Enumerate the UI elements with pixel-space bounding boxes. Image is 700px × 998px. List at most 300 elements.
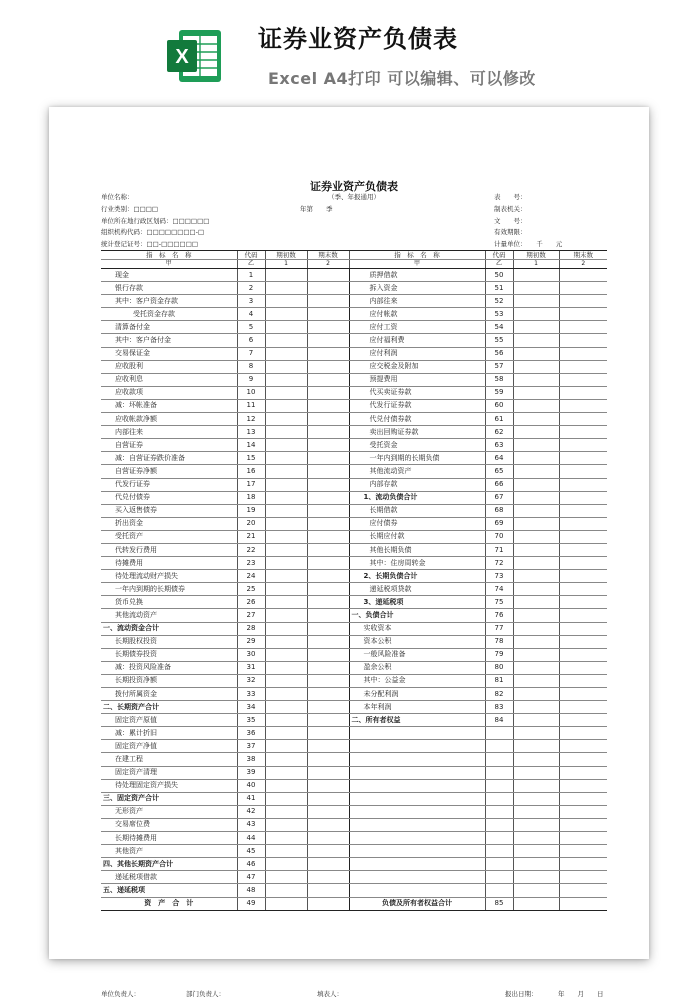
left-opening-cell (265, 609, 307, 622)
left-item-name: 应收款项 (101, 386, 237, 399)
table-row (101, 530, 607, 543)
left-opening-cell (265, 334, 307, 347)
left-item-name: 应收帐款净额 (101, 413, 237, 426)
left-closing-cell (307, 543, 349, 556)
right-closing-cell (559, 269, 607, 282)
table-row (101, 832, 607, 845)
table-row (101, 727, 607, 740)
meta-org-code: 组织机构代码：□□□□□□□□-□ (101, 228, 205, 236)
right-item-name (349, 805, 485, 818)
right-item-name: 代买卖证券款 (349, 386, 485, 399)
right-item-code: 80 (485, 661, 513, 674)
right-closing-cell (559, 439, 607, 452)
left-item-code: 7 (237, 347, 265, 360)
right-opening-cell (513, 439, 559, 452)
col-header: 期末数 (307, 251, 349, 260)
left-item-code: 36 (237, 727, 265, 740)
table-row (101, 321, 607, 334)
right-item-code: 71 (485, 543, 513, 556)
left-closing-cell (307, 688, 349, 701)
left-opening-cell (265, 386, 307, 399)
left-item-name: 减：自营证券跌价准备 (101, 452, 237, 465)
right-item-code: 65 (485, 465, 513, 478)
right-item-name: 质押借款 (349, 269, 485, 282)
left-closing-cell (307, 426, 349, 439)
left-opening-cell (265, 818, 307, 831)
left-item-code: 45 (237, 845, 265, 858)
table-row (101, 740, 607, 753)
right-closing-cell (559, 386, 607, 399)
table-row (101, 792, 607, 805)
left-item-name: 待处理流动财产损失 (101, 570, 237, 583)
right-item-name: 一、负债合计 (349, 609, 485, 622)
left-closing-cell (307, 452, 349, 465)
left-item-code: 33 (237, 688, 265, 701)
right-item-name: 2、长期负债合计 (349, 570, 485, 583)
table-row (101, 779, 607, 792)
right-closing-cell (559, 570, 607, 583)
left-closing-cell (307, 897, 349, 910)
left-opening-cell (265, 635, 307, 648)
left-closing-cell (307, 347, 349, 360)
left-closing-cell (307, 753, 349, 766)
right-item-name: 内部存款 (349, 478, 485, 491)
right-opening-cell (513, 373, 559, 386)
right-opening-cell (513, 753, 559, 766)
right-item-code: 72 (485, 557, 513, 570)
right-item-name (349, 779, 485, 792)
right-opening-cell (513, 897, 559, 910)
right-item-code: 50 (485, 269, 513, 282)
left-closing-cell (307, 635, 349, 648)
left-item-name: 固定资产净值 (101, 740, 237, 753)
left-item-code: 48 (237, 884, 265, 897)
right-closing-cell (559, 334, 607, 347)
right-closing-cell (559, 858, 607, 871)
right-item-name: 实收资本 (349, 622, 485, 635)
left-item-name: 代转发行费用 (101, 543, 237, 556)
left-opening-cell (265, 792, 307, 805)
right-closing-cell (559, 766, 607, 779)
right-item-code: 55 (485, 334, 513, 347)
left-item-name: 应收股利 (101, 360, 237, 373)
right-opening-cell (513, 557, 559, 570)
col-header: 期初数 (513, 251, 559, 260)
right-opening-cell (513, 321, 559, 334)
left-closing-cell (307, 740, 349, 753)
right-closing-cell (559, 321, 607, 334)
table-row (101, 465, 607, 478)
document-title: 证券业资产负债表 (310, 180, 398, 193)
left-item-code: 29 (237, 635, 265, 648)
left-item-name: 减：坏帐准备 (101, 399, 237, 412)
left-item-name: 三、固定资产合计 (101, 792, 237, 805)
right-opening-cell (513, 360, 559, 373)
table-row (101, 282, 607, 295)
right-item-name (349, 832, 485, 845)
left-opening-cell (265, 805, 307, 818)
right-opening-cell (513, 609, 559, 622)
left-item-code: 4 (237, 308, 265, 321)
right-item-code (485, 818, 513, 831)
right-item-code: 83 (485, 701, 513, 714)
left-opening-cell (265, 465, 307, 478)
table-row (101, 583, 607, 596)
page-header (0, 0, 700, 105)
right-item-code (485, 805, 513, 818)
right-closing-cell (559, 740, 607, 753)
right-item-code: 51 (485, 282, 513, 295)
meta-authority: 制表机关： (494, 205, 527, 213)
right-closing-cell (559, 373, 607, 386)
right-item-code (485, 727, 513, 740)
right-item-code: 67 (485, 491, 513, 504)
left-closing-cell (307, 766, 349, 779)
right-closing-cell (559, 530, 607, 543)
right-closing-cell (559, 661, 607, 674)
left-item-code: 16 (237, 465, 265, 478)
right-closing-cell (559, 426, 607, 439)
left-closing-cell (307, 557, 349, 570)
left-item-code: 2 (237, 282, 265, 295)
right-opening-cell (513, 661, 559, 674)
left-closing-cell (307, 517, 349, 530)
right-item-code: 73 (485, 570, 513, 583)
left-item-name: 递延税项借款 (101, 871, 237, 884)
right-opening-cell (513, 543, 559, 556)
left-item-name: 无形资产 (101, 805, 237, 818)
left-opening-cell (265, 766, 307, 779)
left-closing-cell (307, 282, 349, 295)
left-closing-cell (307, 570, 349, 583)
left-opening-cell (265, 596, 307, 609)
left-item-code: 17 (237, 478, 265, 491)
table-row (101, 478, 607, 491)
right-closing-cell (559, 504, 607, 517)
right-opening-cell (513, 805, 559, 818)
left-item-name: 自营证券 (101, 439, 237, 452)
right-item-name: 预提费用 (349, 373, 485, 386)
left-opening-cell (265, 622, 307, 635)
footer-report-date: 报出日期： (505, 990, 538, 998)
left-closing-cell (307, 504, 349, 517)
right-opening-cell (513, 269, 559, 282)
right-opening-cell (513, 478, 559, 491)
table-row (101, 426, 607, 439)
col-header: 期初数 (265, 251, 307, 260)
right-closing-cell (559, 622, 607, 635)
right-item-name (349, 871, 485, 884)
left-opening-cell (265, 674, 307, 687)
page-subtitle: Excel A4打印 可以编辑、可以修改 (268, 69, 536, 88)
right-opening-cell (513, 727, 559, 740)
table-row (101, 413, 607, 426)
table-row (101, 557, 607, 570)
table-row (101, 897, 607, 910)
right-closing-cell (559, 452, 607, 465)
right-closing-cell (559, 308, 607, 321)
left-item-name: 一年内到期的长期债券 (101, 583, 237, 596)
right-opening-cell (513, 766, 559, 779)
left-opening-cell (265, 426, 307, 439)
left-closing-cell (307, 871, 349, 884)
left-item-code: 8 (237, 360, 265, 373)
right-item-name: 其他流动资产 (349, 465, 485, 478)
right-item-name: 其中：住房周转金 (349, 557, 485, 570)
right-item-code: 60 (485, 399, 513, 412)
left-item-name: 内部往来 (101, 426, 237, 439)
left-opening-cell (265, 491, 307, 504)
left-closing-cell (307, 858, 349, 871)
left-opening-cell (265, 871, 307, 884)
table-row (101, 714, 607, 727)
right-item-name: 二、所有者权益 (349, 714, 485, 727)
right-opening-cell (513, 413, 559, 426)
right-opening-cell (513, 792, 559, 805)
footer-unit-head: 单位负责人： (101, 990, 140, 998)
document-note: （季、年报通用） (328, 193, 380, 201)
left-closing-cell (307, 308, 349, 321)
left-item-code: 38 (237, 753, 265, 766)
left-closing-cell (307, 295, 349, 308)
right-item-name: 应付帐款 (349, 308, 485, 321)
left-item-code: 25 (237, 583, 265, 596)
left-item-name: 受托资产 (101, 530, 237, 543)
right-opening-cell (513, 818, 559, 831)
right-opening-cell (513, 596, 559, 609)
right-opening-cell (513, 347, 559, 360)
left-item-name: 银行存款 (101, 282, 237, 295)
left-item-code: 28 (237, 622, 265, 635)
left-opening-cell (265, 452, 307, 465)
left-item-code: 15 (237, 452, 265, 465)
left-item-code: 3 (237, 295, 265, 308)
right-item-name: 代发行证券款 (349, 399, 485, 412)
svg-text:X: X (175, 46, 189, 68)
left-opening-cell (265, 753, 307, 766)
left-item-name: 货币兑换 (101, 596, 237, 609)
left-item-name: 长期待摊费用 (101, 832, 237, 845)
left-item-name: 一、流动资金合计 (101, 622, 237, 635)
right-item-code: 57 (485, 360, 513, 373)
right-item-name (349, 727, 485, 740)
right-item-code (485, 884, 513, 897)
left-closing-cell (307, 845, 349, 858)
table-row (101, 543, 607, 556)
left-item-name: 受托资金存款 (101, 308, 237, 321)
left-closing-cell (307, 583, 349, 596)
left-closing-cell (307, 818, 349, 831)
left-closing-cell (307, 269, 349, 282)
right-closing-cell (559, 805, 607, 818)
left-item-code: 22 (237, 543, 265, 556)
right-item-name: 内部往来 (349, 295, 485, 308)
right-opening-cell (513, 334, 559, 347)
left-closing-cell (307, 805, 349, 818)
left-item-code: 23 (237, 557, 265, 570)
right-closing-cell (559, 295, 607, 308)
right-opening-cell (513, 452, 559, 465)
right-item-code: 54 (485, 321, 513, 334)
right-item-name (349, 845, 485, 858)
right-closing-cell (559, 701, 607, 714)
right-closing-cell (559, 688, 607, 701)
right-closing-cell (559, 648, 607, 661)
col-subheader: 乙 (237, 260, 265, 269)
left-closing-cell (307, 465, 349, 478)
right-item-code: 61 (485, 413, 513, 426)
right-item-name (349, 884, 485, 897)
table-row (101, 635, 607, 648)
left-opening-cell (265, 884, 307, 897)
right-closing-cell (559, 714, 607, 727)
right-opening-cell (513, 308, 559, 321)
right-item-code: 74 (485, 583, 513, 596)
left-item-name: 折出资金 (101, 517, 237, 530)
left-closing-cell (307, 792, 349, 805)
right-opening-cell (513, 465, 559, 478)
right-item-code: 69 (485, 517, 513, 530)
right-closing-cell (559, 478, 607, 491)
right-item-name: 其中：公益金 (349, 674, 485, 687)
right-closing-cell (559, 609, 607, 622)
left-item-code: 43 (237, 818, 265, 831)
left-item-code: 42 (237, 805, 265, 818)
right-item-code: 70 (485, 530, 513, 543)
table-row (101, 399, 607, 412)
right-item-name (349, 766, 485, 779)
left-item-code: 19 (237, 504, 265, 517)
meta-unit-name: 单位名称： (101, 193, 134, 201)
right-item-name: 应交税金及附加 (349, 360, 485, 373)
table-row (101, 609, 607, 622)
right-closing-cell (559, 517, 607, 530)
excel-icon (165, 27, 223, 85)
meta-validity: 有效期限： (494, 228, 527, 236)
right-opening-cell (513, 504, 559, 517)
left-closing-cell (307, 373, 349, 386)
right-opening-cell (513, 871, 559, 884)
col-subheader: 乙 (485, 260, 513, 269)
left-item-name: 减：累计折旧 (101, 727, 237, 740)
left-item-code: 10 (237, 386, 265, 399)
right-opening-cell (513, 282, 559, 295)
left-closing-cell (307, 609, 349, 622)
left-item-code: 26 (237, 596, 265, 609)
right-item-code (485, 871, 513, 884)
right-closing-cell (559, 583, 607, 596)
table-row (101, 596, 607, 609)
table-row (101, 439, 607, 452)
right-item-name (349, 753, 485, 766)
left-item-name: 交易席位费 (101, 818, 237, 831)
left-item-name: 待摊费用 (101, 557, 237, 570)
left-item-code: 47 (237, 871, 265, 884)
left-closing-cell (307, 530, 349, 543)
right-item-code: 64 (485, 452, 513, 465)
left-item-name: 拨付所属资金 (101, 688, 237, 701)
right-item-name: 长期借款 (349, 504, 485, 517)
left-item-code: 6 (237, 334, 265, 347)
left-opening-cell (265, 845, 307, 858)
footer-preparer: 填表人： (317, 990, 343, 998)
right-opening-cell (513, 386, 559, 399)
table-row (101, 295, 607, 308)
meta-industry: 行业类别：□□□□ (101, 205, 159, 213)
right-closing-cell (559, 832, 607, 845)
right-item-code: 53 (485, 308, 513, 321)
right-opening-cell (513, 701, 559, 714)
left-item-name: 长期股权投资 (101, 635, 237, 648)
table-row (101, 452, 607, 465)
left-closing-cell (307, 321, 349, 334)
meta-doc-no: 文 号： (494, 217, 527, 225)
left-item-code: 18 (237, 491, 265, 504)
right-closing-cell (559, 491, 607, 504)
left-item-name: 代发行证券 (101, 478, 237, 491)
left-item-code: 11 (237, 399, 265, 412)
left-item-code: 44 (237, 832, 265, 845)
right-item-name: 3、递延税项 (349, 596, 485, 609)
right-item-code: 66 (485, 478, 513, 491)
right-item-code (485, 740, 513, 753)
table-row (101, 269, 607, 282)
left-item-code: 9 (237, 373, 265, 386)
col-header: 期末数 (559, 251, 607, 260)
left-opening-cell (265, 360, 307, 373)
left-item-name: 代兑付债券 (101, 491, 237, 504)
left-opening-cell (265, 478, 307, 491)
right-item-code: 81 (485, 674, 513, 687)
right-item-name: 一般风险准备 (349, 648, 485, 661)
right-closing-cell (559, 347, 607, 360)
left-item-code: 41 (237, 792, 265, 805)
left-closing-cell (307, 648, 349, 661)
left-item-name: 现金 (101, 269, 237, 282)
right-closing-cell (559, 399, 607, 412)
left-item-name: 减：投资风险准备 (101, 661, 237, 674)
right-item-name: 应付工资 (349, 321, 485, 334)
left-opening-cell (265, 439, 307, 452)
left-item-code: 12 (237, 413, 265, 426)
left-opening-cell (265, 413, 307, 426)
table-body (101, 269, 607, 911)
table-row (101, 674, 607, 687)
left-item-code: 27 (237, 609, 265, 622)
left-opening-cell (265, 321, 307, 334)
left-closing-cell (307, 491, 349, 504)
left-item-name: 其中：客户资金存款 (101, 295, 237, 308)
left-opening-cell (265, 583, 307, 596)
left-item-name: 固定资产原值 (101, 714, 237, 727)
right-item-name: 递延税项贷款 (349, 583, 485, 596)
meta-region-code: 单位所在地行政区划码：□□□□□□ (101, 217, 210, 225)
right-item-code: 79 (485, 648, 513, 661)
right-item-name: 长期应付款 (349, 530, 485, 543)
right-item-code: 78 (485, 635, 513, 648)
left-item-code: 13 (237, 426, 265, 439)
table-row (101, 753, 607, 766)
right-opening-cell (513, 674, 559, 687)
left-opening-cell (265, 714, 307, 727)
left-closing-cell (307, 439, 349, 452)
left-opening-cell (265, 373, 307, 386)
table-row (101, 871, 607, 884)
right-item-name (349, 792, 485, 805)
left-item-name: 交易保证金 (101, 347, 237, 360)
right-item-code: 58 (485, 373, 513, 386)
right-item-code (485, 779, 513, 792)
